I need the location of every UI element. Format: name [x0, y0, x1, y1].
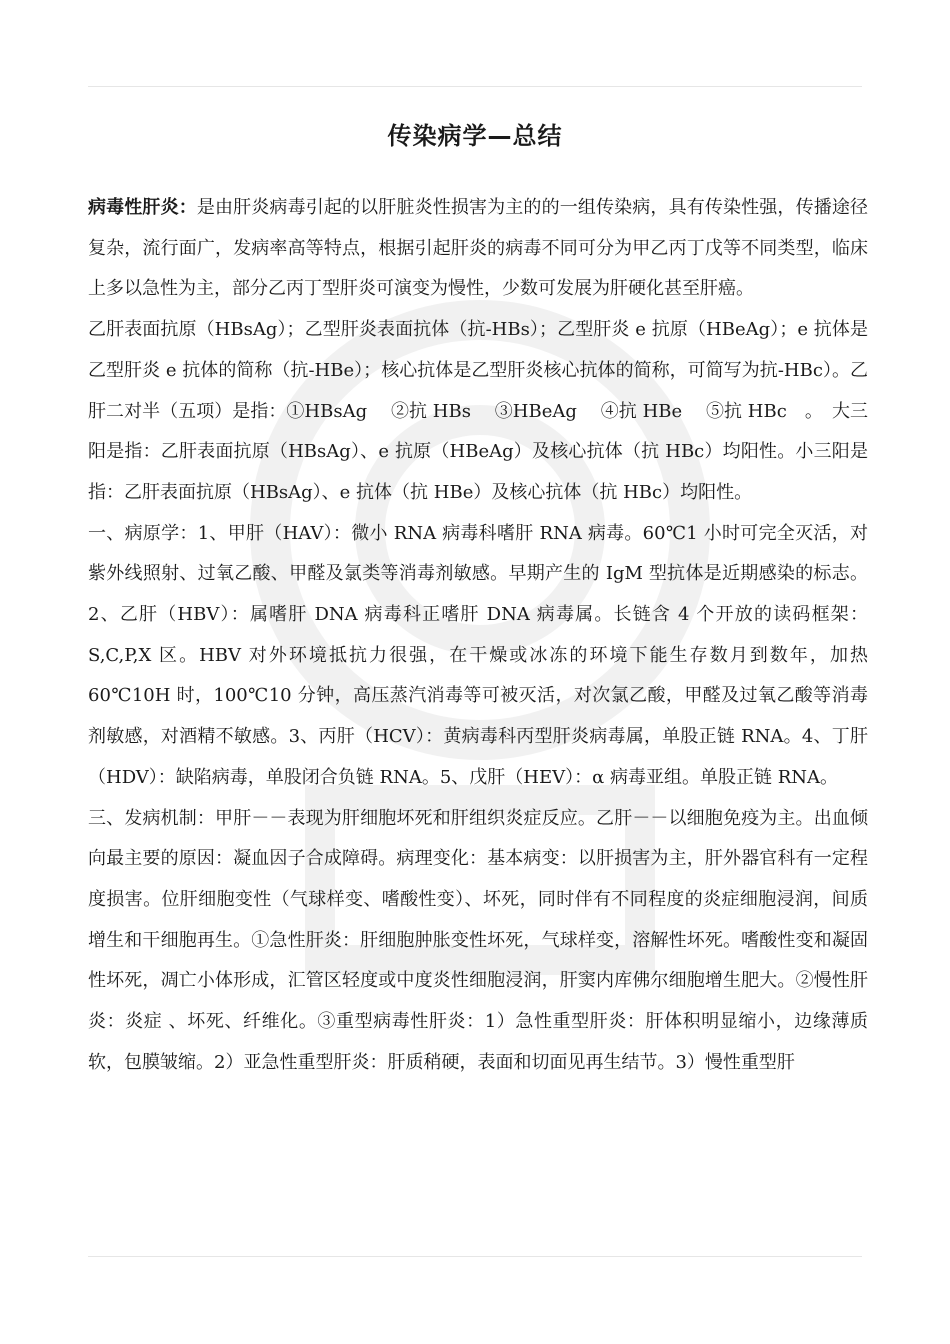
paragraph-hbv-markers — [88, 310, 868, 514]
footer-rule — [88, 1256, 862, 1257]
paragraph-viral-hepatitis-definition — [88, 188, 868, 310]
paragraph-text: 乙肝表面抗原（HBsAg）；乙型肝炎表面抗体（抗-HBs）；乙型肝炎 e 抗原（HBeAg）；e 抗体是乙型肝炎 e 抗体的简称（抗-HBe）；核心抗体是乙型肝炎核心抗体的简称，可简写为抗-HBc）。乙肝二对半（五项）是指：①HBsAg ②抗 HBs ③HBeAg ④抗 HBe ⑤抗 HBc 。 大三阳是指：乙肝表面抗原（HBsAg）、e 抗原（HBeAg）及核心抗体（抗 HBc）均阳性。小三阳是指：乙肝表面抗原（HBsAg）、e 抗体（抗 HBe）及核心抗体（抗 HBc）均阳性。 — [88, 319, 868, 503]
header-rule — [88, 86, 862, 87]
paragraph-pathogenesis — [88, 799, 868, 1084]
document-title: 传染病学—总结 — [387, 122, 563, 150]
document-body — [88, 188, 868, 1083]
paragraph-text: 一、病原学：1、甲肝（HAV）：微小 RNA 病毒科嗜肝 RNA 病毒。60℃1 小时可完全灭活，对紫外线照射、过氧乙酸、甲醛及氯类等消毒剂敏感。早期产生的 IgM 型抗体是近期感染的标志。2、乙肝（HBV）：属嗜肝 DNA 病毒科正嗜肝 DNA 病毒属。长链含 4 个开放的读码框架：S,C,P,X 区。HBV 对外环境抵抗力很强，在干燥或冰冻的环境下能生存数月到数年，加热 60℃10H 时，100℃10 分钟，高压蒸汽消毒等可被灭活，对次氯乙酸，甲醛及过氧乙酸等消毒剂敏感，对酒精不敏感。3、丙肝（HCV）：黄病毒科丙型肝炎病毒属，单股正链 RNA。4、丁肝（HDV）：缺陷病毒，单股闭合负链 RNA。5、戊肝（HEV）：α 病毒亚组。单股正链 RNA。 — [88, 522, 868, 788]
paragraph-text: 三、发病机制：甲肝－－表现为肝细胞坏死和肝组织炎症反应。乙肝－－以细胞免疫为主。出血倾向最主要的原因：凝血因子合成障碍。病理变化：基本病变：以肝损害为主，肝外器官科有一定程度损害。位肝细胞变性（气球样变、嗜酸性变）、坏死，同时伴有不同程度的炎症细胞浸润，间质增生和干细胞再生。①急性肝炎：肝细胞肿胀变性坏死，气球样变，溶解性坏死。嗜酸性变和凝固性坏死，凋亡小体形成，汇管区轻度或中度炎性细胞浸润，肝窦内库佛尔细胞增生肥大。②慢性肝炎：炎症 、坏死、纤维化。③重型病毒性肝炎：1）急性重型肝炎：肝体积明显缩小，边缘薄质软，包膜皱缩。2）亚急性重型肝炎：肝质稍硬，表面和切面见再生结节。3）慢性重型肝 — [88, 807, 868, 1073]
paragraph-etiology — [88, 514, 868, 799]
paragraph-text: 是由肝炎病毒引起的以肝脏炎性损害为主的的一组传染病，具有传染性强，传播途径复杂，流行面广，发病率高等特点，根据引起肝炎的病毒不同可分为甲乙丙丁戊等不同类型，临床上多以急性为主，部分乙丙丁型肝炎可演变为慢性，少数可发展为肝硬化甚至肝癌。 — [88, 197, 868, 300]
paragraph-lead: 病毒性肝炎： — [88, 197, 197, 218]
